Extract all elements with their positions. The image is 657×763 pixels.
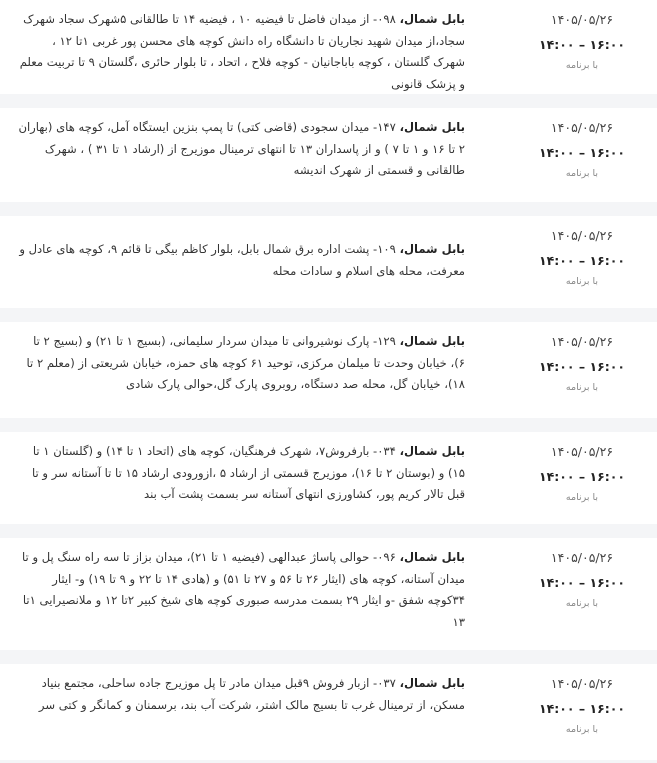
- region-name: بابل شمال،: [399, 334, 465, 348]
- region-name: بابل شمال،: [399, 120, 465, 134]
- list-item: [0, 538, 657, 650]
- outage-description: [0, 538, 507, 650]
- region-name: بابل شمال،: [399, 444, 465, 458]
- status-badge: با برنامه: [565, 168, 599, 179]
- outage-time: ۱۴:۰۰ – ۱۶:۰۰: [539, 469, 625, 484]
- area-text: ۱۴۷- میدان سجودی (قاضی کتی) تا پمپ بنزین ایستگاه آمل، کوچه های (بهاران ۲ تا ۱۶ و ۱ تا ۷ ) و از پاسداران ۱۳ تا انتهای ترمینال موزیرج از (ارشاد ۱ تا ۳۱ ) ، شهرک طالقانی و قسمتی از شهرک اندیشه: [18, 120, 465, 177]
- outage-time: ۱۴:۰۰ – ۱۶:۰۰: [539, 37, 625, 52]
- list-item: [0, 664, 657, 760]
- outage-date: ۱۴۰۵/۰۵/۲۶: [550, 334, 614, 349]
- schedule-block: [507, 538, 657, 650]
- list-item: [0, 108, 657, 202]
- status-badge: با برنامه: [565, 60, 599, 71]
- outage-description: [0, 0, 507, 94]
- list-item: [0, 432, 657, 524]
- area-text: ۰۳۷- ازبار فروش ۹قبل میدان مادر تا پل موزیرج جاده ساحلی، مجتمع بنیاد مسکن، از ترمینال غرب تا بسیج مالک اشتر، شرکت آب بند، برسمنان و کمانگر و کتی سر: [38, 676, 465, 712]
- area-text: ۱۰۹- پشت اداره برق شمال بابل، بلوار کاظم بیگی تا قائم ۹، کوچه های عادل و معرفت، محله های اسلام و سادات محله: [19, 242, 465, 278]
- region-name: بابل شمال،: [399, 242, 465, 256]
- outage-time: ۱۴:۰۰ – ۱۶:۰۰: [539, 359, 625, 374]
- list-item: [0, 0, 657, 94]
- outage-date: ۱۴۰۵/۰۵/۲۶: [550, 676, 614, 691]
- area-text: ۰۳۴- بارفروش۷، شهرک فرهنگیان، کوچه های (اتحاد ۱ تا ۱۴) و (گلستان ۱ تا ۱۵) و (بوستان ۲ تا ۱۶)، موزیرج قسمتی از ارشاد ۵ ،ازورودی ارشاد ۱۵ تا تا آستانه سر و تا قبل تالار کریم پور، کشاورزی انتهای آستانه سر بسمت پشت آب بند: [31, 444, 465, 501]
- outage-description: [0, 216, 507, 308]
- list-item: [0, 322, 657, 418]
- schedule-block: [507, 216, 657, 308]
- status-badge: با برنامه: [565, 598, 599, 609]
- region-name: بابل شمال،: [399, 12, 465, 26]
- region-name: بابل شمال،: [399, 550, 465, 564]
- schedule-block: [507, 108, 657, 202]
- schedule-block: [507, 432, 657, 524]
- outage-date: ۱۴۰۵/۰۵/۲۶: [550, 120, 614, 135]
- status-badge: با برنامه: [565, 492, 599, 503]
- outage-description: [0, 664, 507, 760]
- schedule-block: [507, 0, 657, 94]
- schedule-block: [507, 664, 657, 760]
- area-text: ۰۹۶- حوالی پاساژ عبدالهی (فیضیه ۱ تا ۲۱)، میدان بزاز تا سه راه سنگ پل و تا میدان آستانه، کوچه های (ایثار ۲۶ تا ۵۶ و ۲۷ تا ۵۱) و (هادی ۱۴ تا ۲۲ و ۹ تا ۱۹) و- ایثار ۳۴کوچه شفق -و ایثار ۲۹ بسمت مدرسه صبوری کوچه های شیخ کبیر ۲تا ۱۲ و ملانصیرایی ۱تا ۱۳: [22, 550, 465, 629]
- list-item: [0, 216, 657, 308]
- outage-description: [0, 432, 507, 524]
- status-badge: با برنامه: [565, 382, 599, 393]
- outage-description: [0, 108, 507, 202]
- status-badge: با برنامه: [565, 276, 599, 287]
- outage-date: ۱۴۰۵/۰۵/۲۶: [550, 228, 614, 243]
- outage-time: ۱۴:۰۰ – ۱۶:۰۰: [539, 575, 625, 590]
- outage-date: ۱۴۰۵/۰۵/۲۶: [550, 550, 614, 565]
- area-text: ۱۲۹- پارک نوشیروانی تا میدان سردار سلیمانی، (بسیج ۱ تا ۲۱) و (بسیج ۲ تا ۶)، خیابان وحدت تا میلمان مرکزی، توحید ۶۱ کوچه های حمزه، خیابان شریعتی از (معلم ۲ تا ۱۸)، خیابان گل، محله صد دستگاه، روبروی پارک گل،حوالی پارک شادی: [26, 334, 465, 391]
- outage-date: ۱۴۰۵/۰۵/۲۶: [550, 444, 614, 459]
- outage-time: ۱۴:۰۰ – ۱۶:۰۰: [539, 253, 625, 268]
- area-text: ۰۹۸- از میدان فاضل تا فیضیه ۱۰ ، فیضیه ۱۴ تا طالقانی ۵شهرک سجاد شهرک سجاد،از میدان شهید نجاریان تا دانشگاه راه دانش کوچه های محسن پور غربی ۱تا ۱۲ ، شهرک گلستان ، کوچه باباجانیان - کوچه فلاح ، اتحاد ، تا بلوار حائری ،گلستان ۹ تا تربیت معلم و پزشک قانونی: [19, 12, 465, 91]
- status-badge: با برنامه: [565, 724, 599, 735]
- region-name: بابل شمال،: [399, 676, 465, 690]
- outage-time: ۱۴:۰۰ – ۱۶:۰۰: [539, 701, 625, 716]
- outage-description: [0, 322, 507, 418]
- outage-date: ۱۴۰۵/۰۵/۲۶: [550, 12, 614, 27]
- schedule-block: [507, 322, 657, 418]
- outage-time: ۱۴:۰۰ – ۱۶:۰۰: [539, 145, 625, 160]
